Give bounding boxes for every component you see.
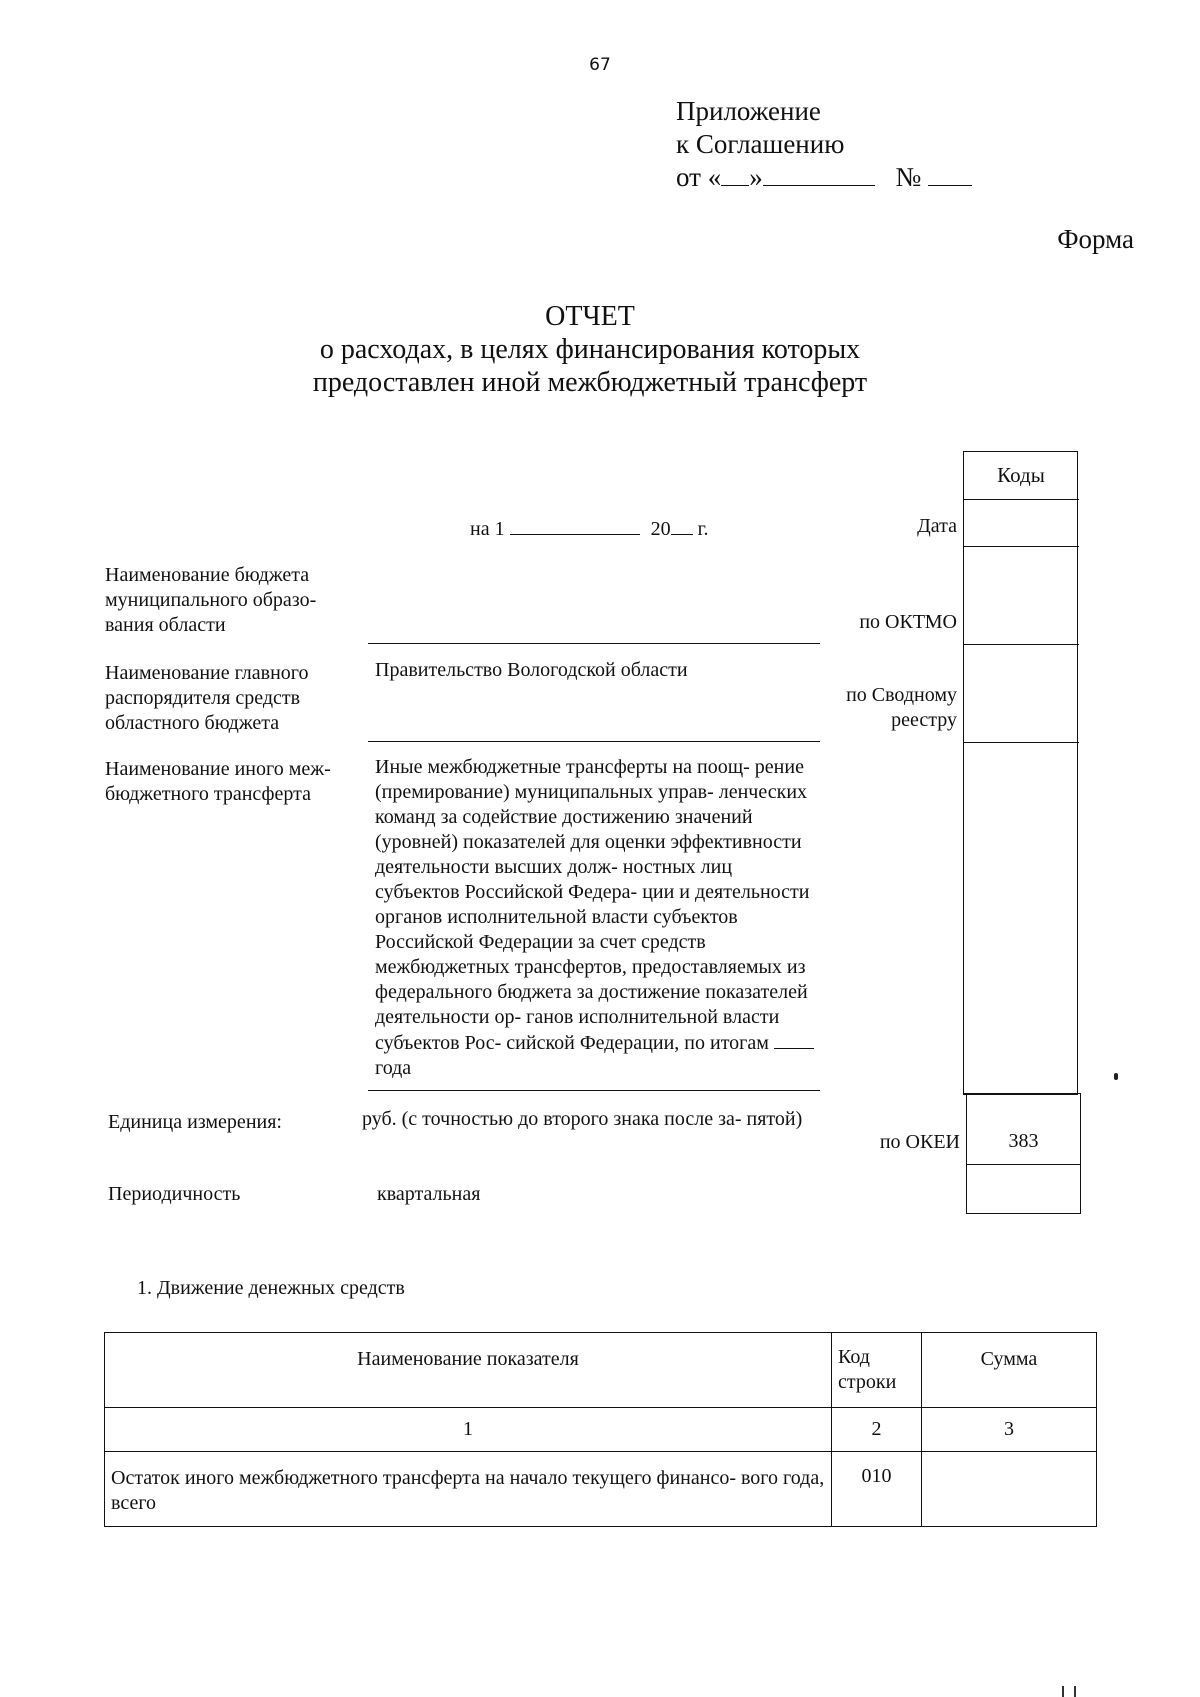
date-year: 20 [650,518,671,540]
period-year-blank[interactable] [774,1030,814,1049]
report-date-line [470,514,709,542]
codes-divider [963,499,1079,500]
appendix-line-1: Приложение [676,96,821,126]
title-line-3: предоставлен иной межбюджетный трансферт [312,367,868,398]
date-suffix: г. [697,518,709,540]
codes-divider [963,742,1079,743]
column-number: 3 [922,1408,1097,1452]
transfer-name-underline [368,1090,820,1091]
codes-header: Коды [997,462,1045,487]
form-label: Форма [1057,224,1134,254]
scan-speck [1114,1073,1118,1080]
okei-label: по ОКЕИ [879,1131,960,1153]
table-header-row [105,1333,1097,1408]
year-blank[interactable] [671,514,693,535]
registry-label [800,683,957,733]
chief-admin-underline [368,741,820,742]
appendix-line-2: к Соглашению [676,129,845,159]
unit-value: руб. (с точностью до второго знака после за- пятой) [362,1108,803,1130]
column-header-indicator: Наименование показателя [105,1333,832,1408]
column-header-sum: Сумма [922,1333,1097,1408]
budget-name-label: Наименование бюджета муниципального образо- вания области [105,564,317,636]
codes-divider [963,546,1079,547]
appendix-quote-close: » [749,162,763,192]
codes-column [963,451,1078,1095]
appendix-line-3 [676,161,972,194]
title-line-1: ОТЧЕТ [545,301,635,332]
title-line-2: о расходах, в целях финансирования которых [319,334,861,365]
oktmo-label: по ОКТМО [859,611,957,633]
periodicity-label: Периодичность [108,1183,241,1205]
periodicity-value: квартальная [377,1183,481,1205]
section-1-heading: 1. Движение денежных средств [137,1277,405,1299]
scan-mark [1062,1686,1064,1697]
date-blank[interactable] [510,514,640,535]
codes-divider [963,644,1079,645]
row-code: 010 [832,1452,922,1527]
transfer-name-label: Наименование иного меж- бюджетного трансферта [105,758,331,805]
column-number: 2 [832,1408,922,1452]
cash-flow-table [104,1332,1097,1527]
appendix-from: от « [676,162,722,192]
table-row [105,1452,1097,1527]
date-prefix: на 1 [470,518,505,540]
chief-admin-label: Наименование главного распорядителя средств областного бюджета [105,662,309,734]
okei-box [966,1093,1081,1214]
column-number: 1 [105,1408,832,1452]
row-name: Остаток иного межбюджетного трансферта на начало текущего финансо- вого года, всего [105,1452,832,1527]
transfer-name-end: года [375,1057,412,1079]
chief-admin-value[interactable]: Правительство Вологодской области [375,659,688,681]
column-header-code: Код строки [832,1333,922,1408]
okei-code: 383 [1008,1130,1039,1152]
scan-mark [1074,1686,1076,1697]
unit-label: Единица измерения: [108,1111,282,1133]
row-sum[interactable] [922,1452,1097,1527]
number-blank[interactable] [928,163,972,186]
page-number: 67 [589,55,611,75]
date-label: Дата [917,515,957,537]
registry-label-line-1: по Сводному [846,684,957,706]
appendix-block [676,95,972,194]
budget-name-underline [368,643,820,644]
day-blank[interactable] [721,163,749,186]
transfer-name-text: Иные межбюджетные трансферты на поощ- рение (премирование) муниципальных управ- ленческих команд за содействие достижению значений (уровней) показателей для оценки эффективности деятельности высших долж- ностных лиц субъектов Российской Федера- ции и деятельности органов исполнительной власти субъектов Российской Федерации за счет средств межбюджетных трансфертов, предоставляемых из федерального бюджета за достижение показателей деятельности ор- ганов исполнительной власти субъектов Рос- сийской Федерации, по итогам [375,756,810,1054]
registry-label-line-2: реестру [891,709,957,731]
codes-divider [966,1164,1081,1165]
table-number-row [105,1408,1097,1452]
appendix-number-sign: № [895,162,922,192]
transfer-name-value [375,755,817,1081]
month-blank[interactable] [763,163,875,186]
report-title [0,300,1180,399]
